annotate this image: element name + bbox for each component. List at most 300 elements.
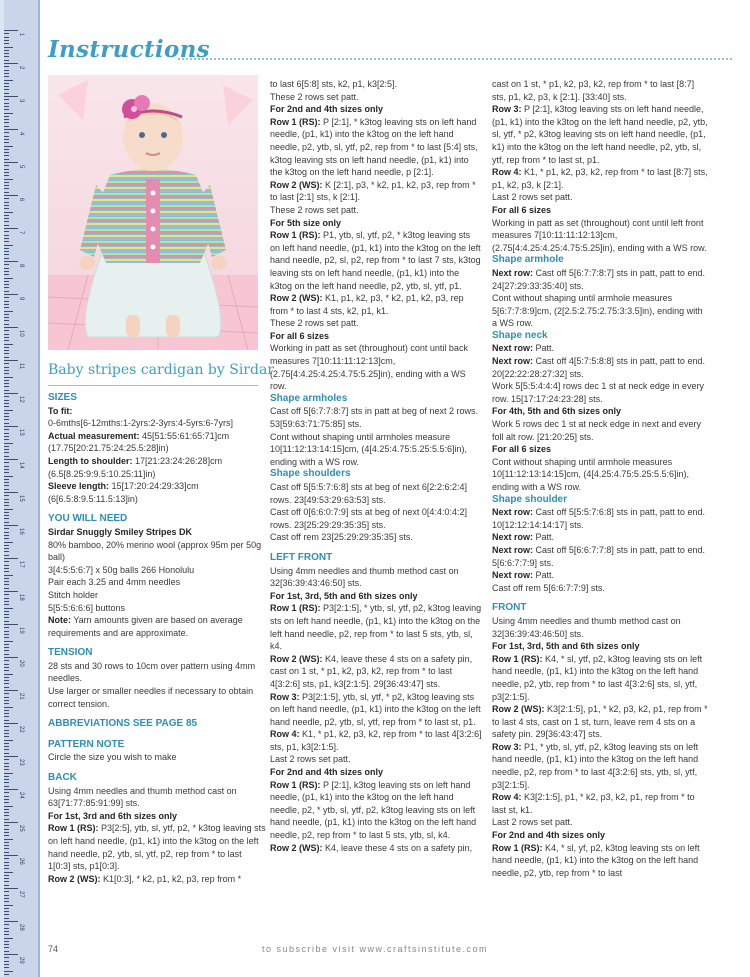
- ruler-tick: [4, 169, 9, 170]
- row-text: Cast off 4[5:7:5:8:8] sts in patt, patt to end. 20[22:22:28:27:32] sts.: [492, 356, 705, 379]
- row-text: P [2:1], k3tog leaving sts on left hand needle, (p1, k1) into the k3tog on the left hand needle, p2, ytb, sl, ytf, * p2, k3tog leaving sts on left hand needle, (p1, k1) into the k3tog on the left hand needle, p2, ytb, sl, ytf, rep from * to last st, p1.: [492, 104, 708, 165]
- instruction-text: [270, 204, 482, 217]
- ruler-tick: [4, 515, 9, 516]
- ruler-tick: [4, 710, 9, 711]
- ruler-tick: [4, 281, 9, 282]
- row-text: K1, p1, k2, p3, * k2, p1, k2, p3, rep from * to last 4 sts, k2, p1, k1.: [270, 293, 464, 316]
- ruler-tick: [4, 50, 9, 51]
- row-label: Row 4:: [492, 792, 522, 803]
- ruler-tick: [4, 179, 13, 180]
- instruction-text: [492, 217, 710, 255]
- ruler-tick: [4, 304, 9, 305]
- ruler-tick: [4, 373, 9, 374]
- ruler-number: 4: [18, 132, 24, 136]
- ruler-tick: [4, 875, 9, 876]
- row-text: Cast off 5[6:6:7:7:8] sts in patt, patt to end. 5[6:6:7:7:9] sts.: [492, 544, 705, 568]
- column-3: [492, 78, 710, 879]
- row-text: Cast off 0[6:6:0:7:9] sts at beg of next 0[4:4:0:4:2] rows. 23[25:29:29:35:35] sts.: [270, 507, 467, 530]
- ruler-tick: [4, 47, 13, 48]
- ruler-tick: [4, 126, 9, 127]
- ruler-tick: [4, 99, 9, 100]
- ruler-tick: [4, 703, 9, 704]
- ruler-tick: [4, 53, 9, 54]
- ruler-tick: [4, 208, 9, 209]
- ruler-tick: [4, 558, 18, 559]
- row-label: Row 1 (RS):: [492, 653, 543, 664]
- ruler-tick: [4, 637, 9, 638]
- ruler-number: 21: [18, 693, 24, 700]
- ruler-tick: [4, 753, 9, 754]
- ruler-tick: [4, 931, 9, 932]
- caption-rule: [48, 385, 258, 386]
- ruler-tick: [4, 535, 9, 536]
- ruler-tick: [4, 337, 9, 338]
- ruler-number: 24: [18, 792, 24, 799]
- ruler-tick: [4, 492, 18, 493]
- instruction-text: [492, 456, 710, 494]
- row-text: to last 6[5:8] sts, k2, p1, k3[2:5].: [270, 79, 398, 89]
- ruler-tick: [4, 446, 9, 447]
- ruler-tick: [4, 647, 9, 648]
- ruler-tick: [4, 278, 13, 279]
- ruler-tick: [4, 697, 9, 698]
- row-label: Row 2 (WS):: [270, 842, 323, 853]
- row-label: Actual measurement:: [48, 430, 140, 441]
- ruler-tick: [4, 198, 9, 199]
- ruler-tick: [4, 330, 9, 331]
- row-text: K3[2:1:5], p1, * k2, p3, k2, p1, rep from * to last 4 sts, cast on 1 st, turn, leave rem 4 sts on a safety pin. 29[36:43:47] sts.: [492, 704, 708, 740]
- spacer: [48, 505, 266, 513]
- row-text: Using 4mm needles and thumb method cast on 32[36:39:43:46:50] sts.: [270, 565, 459, 589]
- ruler-tick: [4, 571, 9, 572]
- row-text: These 2 rows set patt.: [270, 91, 359, 102]
- row-text: P1, * ytb, sl, ytf, p2, k3tog leaving sts on left hand needle, (p1, k1) into the k3tog on the left hand needle, p2, rep from * to last 4[3:2:6] sts, ytb, sl, ytf, p3[2:1:5].: [492, 741, 699, 790]
- ruler-tick: [4, 238, 9, 239]
- section-heading: Shape armholes: [270, 392, 348, 404]
- size-subheading: To fit:: [48, 405, 73, 416]
- ruler-tick: [4, 759, 9, 760]
- ruler-tick: [4, 261, 18, 262]
- ruler-tick: [4, 588, 9, 589]
- instruction-text: [270, 229, 482, 292]
- ruler-tick: [4, 895, 9, 896]
- ruler-tick: [4, 258, 9, 259]
- ruler-tick: [4, 591, 18, 592]
- instruction-text: [492, 166, 710, 191]
- ruler-tick: [4, 476, 13, 477]
- row-text: P [2:1], k3tog leaving sts on left hand needle, (p1, k1) into the k3tog on the left hand needle, p2, * ytb, sl, ytf, p2, k3tog leaving sts on left hand needle, (p1, k1) into the k3tog on the left hand needle, p2, rep from * to last 5 sts, ytb, sl, k4.: [270, 779, 477, 841]
- ruler-tick: [4, 327, 18, 328]
- instruction-text: [270, 842, 482, 855]
- ruler-tick: [4, 103, 9, 104]
- ruler-tick: [4, 740, 13, 741]
- ruler-tick: [4, 578, 9, 579]
- row-label: Row 2 (WS):: [270, 179, 323, 190]
- ruler-tick: [4, 221, 9, 222]
- row-text: Working in patt as set (throughout) cont until back measures 7[10:11:11:12:13]cm, (2.75[4:4.25:4.25:4.75:5.25]in), ending with a WS row.: [270, 343, 468, 392]
- ruler-tick: [4, 93, 9, 94]
- row-text: K4, leave these 4 sts on a safety pin, cast on 1 st, * p1, k2, p3, k2, rep from * to last 4[3:2:6] sts, p1, k3[2:1:5]. 29[36:43:47] sts.: [270, 653, 473, 689]
- size-subheading: For 1st, 3rd, 5th and 6th sizes only: [270, 590, 418, 601]
- ruler-tick: [4, 707, 13, 708]
- ruler-tick: [4, 914, 9, 915]
- column-2: [270, 78, 482, 854]
- ruler-tick: [4, 466, 9, 467]
- ruler-tick: [4, 109, 9, 110]
- ruler-tick: [4, 287, 9, 288]
- row-text: 0-6mths[6-12mths:1-2yrs:2-3yrs:4-5yrs:6-7yrs]: [48, 418, 234, 429]
- ruler-tick: [4, 621, 9, 622]
- instruction-text: [48, 480, 266, 505]
- row-text: 5[5:5:6:6:6] buttons: [48, 602, 126, 613]
- ruler-tick: [4, 324, 9, 325]
- ruler-tick: [4, 776, 9, 777]
- ruler-tick: [4, 693, 9, 694]
- ruler-tick: [4, 627, 9, 628]
- ruler-tick: [4, 802, 9, 803]
- ruler-tick: [4, 918, 9, 919]
- ruler-tick: [4, 363, 9, 364]
- row-label: Next row:: [492, 532, 534, 543]
- row-text: Patt.: [533, 343, 555, 354]
- ruler-tick: [4, 433, 9, 434]
- row-label: Row 3:: [270, 691, 300, 702]
- ruler-tick: [4, 792, 9, 793]
- ruler-tick: [4, 165, 9, 166]
- ruler-tick: [4, 848, 9, 849]
- ruler-tick: [4, 551, 9, 552]
- row-text: Cast off 5[6:7:7:8:7] sts in patt, patt to end. 24[27:29:33:35:40] sts.: [492, 267, 705, 291]
- ruler-tick: [4, 301, 9, 302]
- instruction-text: [492, 791, 710, 816]
- ruler-tick: [4, 413, 9, 414]
- ruler-tick: [4, 839, 13, 840]
- row-text: 28 sts and 30 rows to 10cm over pattern using 4mm needles.: [48, 660, 256, 684]
- instruction-text: [492, 267, 710, 292]
- row-text: Cont without shaping until armholes measure 10[11:12:13:14:15]cm, (4[4.25:4.75:5.25:5.5:6]in), ending with a WS row.: [270, 431, 467, 467]
- instruction-text: [492, 569, 710, 582]
- ruler-tick: [4, 185, 9, 186]
- ruler-tick: [4, 248, 9, 249]
- ruler-tick: [4, 149, 9, 150]
- ruler-number: 11: [18, 363, 24, 370]
- row-text: K [2:1], p3, * k2, p1, k2, p3, rep from * to last [2:1] sts, k [2:1].: [270, 179, 476, 203]
- section-heading: Shape neck: [492, 329, 548, 341]
- ruler-tick: [4, 159, 9, 160]
- ruler-tick: [4, 815, 9, 816]
- footer-url: to subscribe visit www.craftsinstitute.com: [261, 944, 489, 954]
- ruler-tick: [4, 429, 9, 430]
- ruler-tick: [4, 967, 9, 968]
- ruler-tick: [4, 624, 18, 625]
- instruction-text: [492, 615, 710, 640]
- instruction-text: [492, 191, 710, 204]
- ruler-tick: [4, 482, 9, 483]
- ruler-tick: [4, 908, 9, 909]
- ruler-tick: [4, 938, 13, 939]
- instruction-text: [492, 582, 710, 595]
- row-label: Row 1 (RS):: [270, 779, 321, 790]
- instruction-text: [270, 753, 482, 766]
- row-text: These 2 rows set patt.: [270, 318, 359, 329]
- ruler-tick: [4, 667, 9, 668]
- ruler-tick: [4, 495, 9, 496]
- row-label: Next row:: [492, 507, 534, 518]
- ruler-tick: [4, 426, 18, 427]
- size-subheading: For all 6 sizes: [270, 330, 330, 341]
- row-label: Next row:: [492, 356, 534, 367]
- ruler-tick: [4, 271, 9, 272]
- spacer: [270, 544, 482, 552]
- ruler-tick: [4, 155, 9, 156]
- ruler-tick: [4, 129, 18, 130]
- ruler-tick: [4, 231, 9, 232]
- ruler-tick: [4, 690, 18, 691]
- size-subheading: For all 6 sizes: [492, 444, 552, 455]
- ruler-tick: [4, 525, 18, 526]
- row-label: Row 3:: [492, 741, 522, 752]
- ruler-tick: [4, 858, 9, 859]
- ruler-number: 1: [18, 33, 24, 37]
- row-label: Row 2 (WS):: [270, 293, 323, 304]
- ruler-tick: [4, 80, 13, 81]
- ruler-tick: [4, 964, 9, 965]
- instruction-text: [270, 691, 482, 729]
- ruler-tick: [4, 720, 9, 721]
- row-text: P3[2:1:5], ytb, sl, ytf, * p2, k3tog leaving sts on left hand needle, (p1, k1) into the k3tog on the left hand needle, p2, ytb, sl, ytf, rep from * to last st, p1.: [270, 691, 481, 727]
- ruler-number: 22: [18, 726, 24, 733]
- ruler-tick: [4, 386, 9, 387]
- ruler-tick: [4, 294, 18, 295]
- section-heading: BACK: [48, 772, 77, 784]
- ruler-number: 3: [18, 99, 24, 103]
- row-text: Using 4mm needles and thumb method cast on 32[36:39:43:46:50] sts.: [492, 615, 681, 639]
- row-text: 3[4:5:5:6:7] x 50g balls 266 Honolulu: [48, 564, 195, 575]
- ruler-tick: [4, 723, 18, 724]
- ruler-number: 26: [18, 858, 24, 865]
- ruler-tick: [4, 340, 9, 341]
- ruler-tick: [4, 608, 13, 609]
- ruler-tick: [4, 367, 9, 368]
- ruler-tick: [4, 789, 18, 790]
- ruler-tick: [4, 532, 9, 533]
- instruction-text: [492, 544, 710, 569]
- instruction-text: [270, 653, 482, 691]
- row-text: K4, * sl, yf, p2, k3tog leaving sts on left hand needle, (p1, k1) into the k3tog on the left hand needle, p2, ytb, rep from * to last: [492, 842, 700, 878]
- ruler-tick: [4, 40, 9, 41]
- row-text: Pair each 3.25 and 4mm needles: [48, 577, 181, 588]
- row-text: Stitch holder: [48, 589, 99, 600]
- ruler-tick: [4, 680, 9, 681]
- ruler-tick: [4, 43, 9, 44]
- ruler-number: 18: [18, 594, 24, 601]
- ruler-tick: [4, 581, 9, 582]
- ruler-number: 8: [18, 264, 24, 268]
- row-text: Using 4mm needles and thumb method cast on 63[71:77:85:91:99] sts.: [48, 785, 237, 809]
- size-subheading: For 2nd and 4th sizes only: [270, 104, 384, 115]
- instruction-text: [492, 418, 710, 443]
- ruler-tick: [4, 957, 9, 958]
- row-text: Cast off 5[6:7:7:8:7] sts in patt at beg of next 2 rows. 53[59:63:71:75:85] sts.: [270, 406, 478, 430]
- ruler-tick: [4, 499, 9, 500]
- ruler-tick: [4, 188, 9, 189]
- row-label: Row 1 (RS):: [270, 230, 321, 241]
- ruler-tick: [4, 225, 9, 226]
- ruler-tick: [4, 218, 9, 219]
- ruler-tick: [4, 73, 9, 74]
- section-heading: FRONT: [492, 602, 527, 614]
- ruler-tick: [4, 631, 9, 632]
- ruler-tick: [4, 548, 9, 549]
- ruler-number: 2: [18, 66, 24, 70]
- ruler-tick: [4, 542, 13, 543]
- instruction-text: [48, 602, 266, 615]
- instruction-text: [48, 455, 266, 480]
- ruler-tick: [4, 782, 9, 783]
- size-subheading: For all 6 sizes: [492, 204, 552, 215]
- ruler-tick: [4, 245, 13, 246]
- instruction-text: [270, 91, 482, 104]
- ruler-tick: [4, 60, 9, 61]
- spacer: [48, 764, 266, 772]
- ruler-number: 12: [18, 396, 24, 403]
- ruler-tick: [4, 769, 9, 770]
- ruler-tick: [4, 205, 9, 206]
- row-text: Cont without shaping until armhole measures 10[11:12:13:14:15]cm, (4[4.25:4.75:5.25:5.5:6]in), ending with a WS row.: [492, 456, 689, 492]
- row-text: Last 2 rows set patt.: [492, 817, 573, 828]
- ruler-tick: [4, 502, 9, 503]
- photo-caption: Baby stripes cardigan by Sirdar: [48, 362, 274, 378]
- instruction-text: [492, 842, 710, 880]
- size-subheading: Sirdar Snuggly Smiley Stripes DK: [48, 526, 193, 537]
- ruler-tick: [4, 89, 9, 90]
- ruler-tick: [4, 119, 9, 120]
- ruler-tick: [4, 175, 9, 176]
- row-label: Length to shoulder:: [48, 455, 133, 466]
- instruction-text: [270, 342, 482, 392]
- ruler-tick: [4, 403, 9, 404]
- ruler-number: 5: [18, 165, 24, 169]
- ruler-tick: [4, 911, 9, 912]
- ruler-tick: [4, 786, 9, 787]
- ruler-tick: [4, 284, 9, 285]
- row-text: Work 5[5:5:4:4:4] rows dec 1 st at neck edge in every row. 15[17:17:24:23:28] sts.: [492, 381, 704, 404]
- ruler-tick: [4, 485, 9, 486]
- section-heading: YOU WILL NEED: [48, 513, 128, 525]
- ruler-tick: [4, 832, 9, 833]
- ruler-tick: [4, 192, 9, 193]
- ruler-number: 7: [18, 231, 24, 235]
- row-text: Cast off 5[5:5:7:6:8] sts at beg of next 6[2:2:6:2:4] rows. 23[49:53:29:63:53] sts.: [270, 482, 467, 505]
- ruler-tick: [4, 113, 13, 114]
- ruler-tick: [4, 268, 9, 269]
- row-text: 45[51:55:61:65:71]cm (17.75[20:21.75:24:25.5:28]in): [48, 430, 230, 454]
- instruction-text: [48, 539, 266, 564]
- instruction-text: [270, 405, 482, 430]
- ruler-number: 20: [18, 660, 24, 667]
- instruction-text: [48, 430, 266, 455]
- page-number: 74: [48, 944, 59, 954]
- ruler-tick: [4, 182, 9, 183]
- ruler-tick: [4, 334, 9, 335]
- ruler-tick: [4, 33, 9, 34]
- ruler-tick: [4, 733, 9, 734]
- ruler-tick: [4, 835, 9, 836]
- instruction-text: [270, 506, 482, 531]
- ruler-tick: [4, 670, 9, 671]
- ruler-tick: [4, 291, 9, 292]
- ruler-tick: [4, 443, 13, 444]
- instruction-text: [270, 602, 482, 652]
- ruler-tick: [4, 146, 13, 147]
- ruler-tick: [4, 122, 9, 123]
- ruler-tick: [4, 344, 13, 345]
- section-heading: PATTERN NOTE: [48, 738, 125, 750]
- instruction-text: [492, 531, 710, 544]
- ruler-tick: [4, 829, 9, 830]
- row-text: These 2 rows set patt.: [270, 204, 359, 215]
- size-subheading: For 1st, 3rd and 6th sizes only: [48, 810, 178, 821]
- row-text: Work 5 rows dec 1 st at neck edge in next and every foll alt row. [21:20:25] sts.: [492, 419, 701, 442]
- ruler-tick: [4, 855, 18, 856]
- ruler-tick: [4, 136, 9, 137]
- ruler-number: 19: [18, 627, 24, 634]
- ruler-tick: [4, 459, 18, 460]
- ruler-tick: [4, 773, 13, 774]
- instruction-text: [492, 342, 710, 355]
- ruler-tick: [4, 353, 9, 354]
- ruler-tick: [4, 842, 9, 843]
- ruler-tick: [4, 575, 13, 576]
- row-text: K4, * sl, ytf, p2, k3tog leaving sts on left hand needle, (p1, k1) into the k3tog on the left hand needle, p2, ytb, rep from * to last 4[3:2:6] sts, sl, ytf, p3[2:1:5].: [492, 653, 703, 702]
- ruler-tick: [4, 400, 9, 401]
- ruler-number: 25: [18, 825, 24, 832]
- instruction-text: [48, 685, 266, 710]
- section-heading: TENSION: [48, 647, 93, 659]
- row-text: Circle the size you wish to make: [48, 752, 177, 763]
- row-text: Patt.: [533, 570, 555, 581]
- section-heading: Shape armhole: [492, 254, 564, 266]
- page-title: Instructions: [48, 36, 210, 63]
- ruler-tick: [4, 311, 13, 312]
- ruler-tick: [4, 766, 9, 767]
- ruler-tick: [4, 469, 9, 470]
- ruler-tick: [4, 479, 9, 480]
- ruler-tick: [4, 449, 9, 450]
- instruction-text: [48, 785, 266, 810]
- ruler-tick: [4, 202, 9, 203]
- row-text: K1, * p1, k2, p3, k2, rep from * to last [8:7] sts, p1, k2, p3, k [2:1].: [492, 167, 708, 190]
- column-1: [48, 392, 266, 885]
- ruler-tick: [4, 317, 9, 318]
- section-heading: LEFT FRONT: [270, 551, 333, 563]
- ruler-tick: [4, 819, 9, 820]
- ruler-tick: [4, 568, 9, 569]
- ruler-number: 27: [18, 891, 24, 898]
- row-label: Row 2 (WS):: [492, 704, 545, 715]
- ruler-tick: [4, 974, 9, 975]
- ruler-tick: [4, 921, 18, 922]
- ruler-tick: [4, 66, 9, 67]
- size-subheading: For 1st, 3rd, 5th and 6th sizes only: [492, 641, 640, 652]
- row-label: Row 1 (RS):: [492, 842, 543, 853]
- ruler-tick: [4, 743, 9, 744]
- ruler-tick: [4, 274, 9, 275]
- ruler-tick: [4, 749, 9, 750]
- row-text: cast on 1 st, * p1, k2, p3, k2, rep from * to last [8:7] sts, p1, k2, p3, k [2:1]. [33:40] sts.: [492, 79, 695, 102]
- ruler-tick: [4, 419, 9, 420]
- ruler-tick: [4, 898, 9, 899]
